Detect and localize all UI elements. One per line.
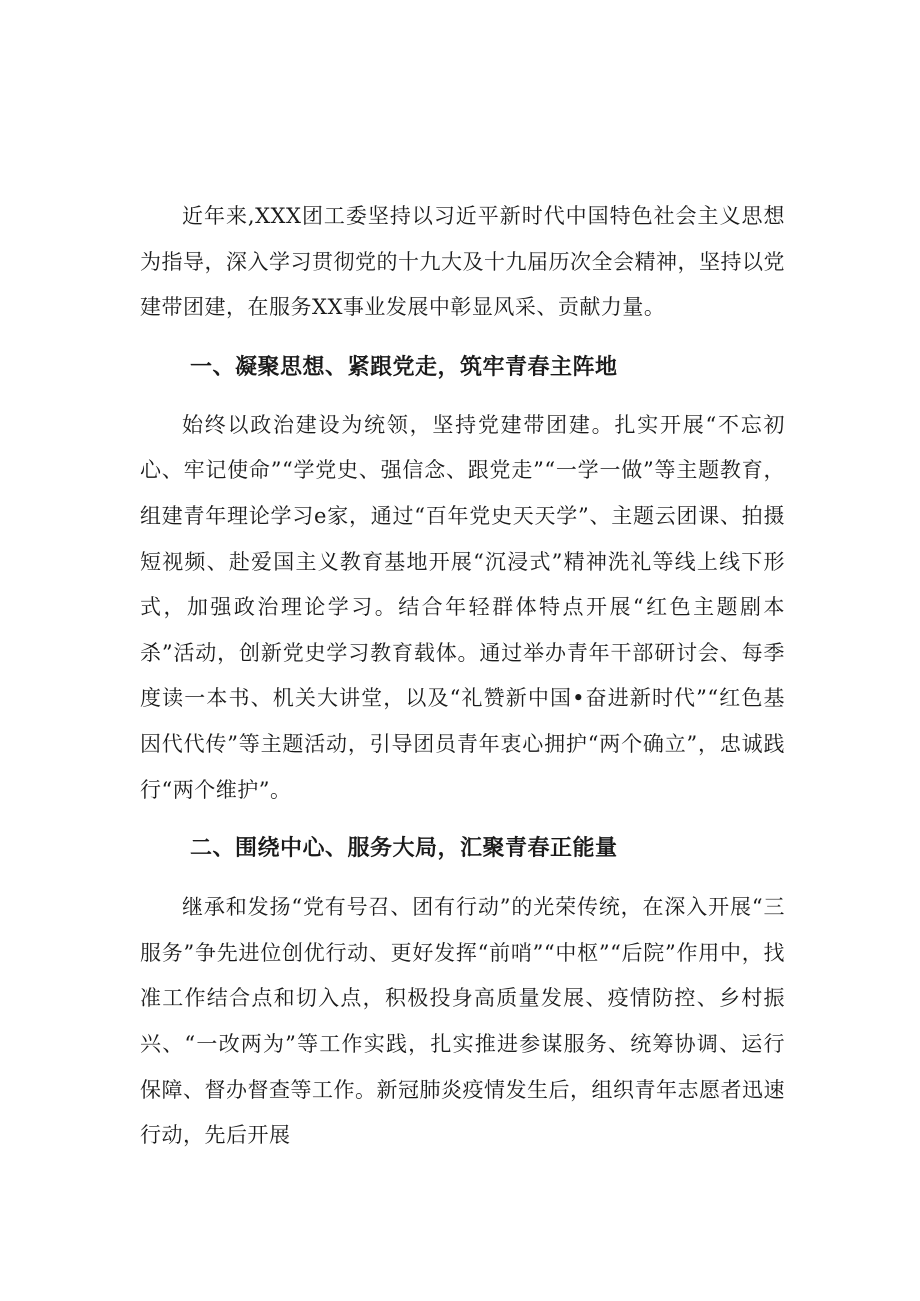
document-body [140,194,785,1159]
section-2-heading: 二、围绕中心、服务大局，汇聚青春正能量 [190,836,618,862]
section-2-paragraph: 继承和发扬“党有号召、团有行动”的光荣传统，在深入开展“三服务”争先进位创优行动、更好发挥“前哨”“中枢”“后院”作用中，找准工作结合点和切入点，积极投身高质量发展、疫情防控、乡村振兴、“一改两为”等工作实践，扎实推进参谋服务、统筹协调、运行保障、督办督查等工作。新冠肺炎疫情发生后，组织青年志愿者迅速行动，先后开展 [140,895,785,1148]
section-1-paragraph: 始终以政治建设为统领，坚持党建带团建。扎实开展“不忘初心、牢记使命”“学党史、强信念、跟党走”“一学一做”等主题教育，组建青年理论学习e家，通过“百年党史天天学”、主题云团课、拍摄短视频、赴爱国主义教育基地开展“沉浸式”精神洗礼等线上线下形式，加强政治理论学习。结合年轻群体特点开展“红色主题剧本杀”活动，创新党史学习教育载体。通过举办青年干部研讨会、每季度读一本书、机关大讲堂，以及“礼赞新中国•奋进新时代”“红色基因代代传”等主题活动，引导团员青年衷心拥护“两个确立”，忠诚践行“两个维护”。 [140,412,785,802]
section-1-heading: 一、凝聚思想、紧跟党走，筑牢青春主阵地 [190,354,618,380]
intro-paragraph: 近年来,XXX团工委坚持以习近平新时代中国特色社会主义思想为指导，深入学习贯彻党的十九大及十九届历次全会精神，坚持以党建带团建，在服务XX事业发展中彰显风采、贡献力量。 [140,204,785,320]
